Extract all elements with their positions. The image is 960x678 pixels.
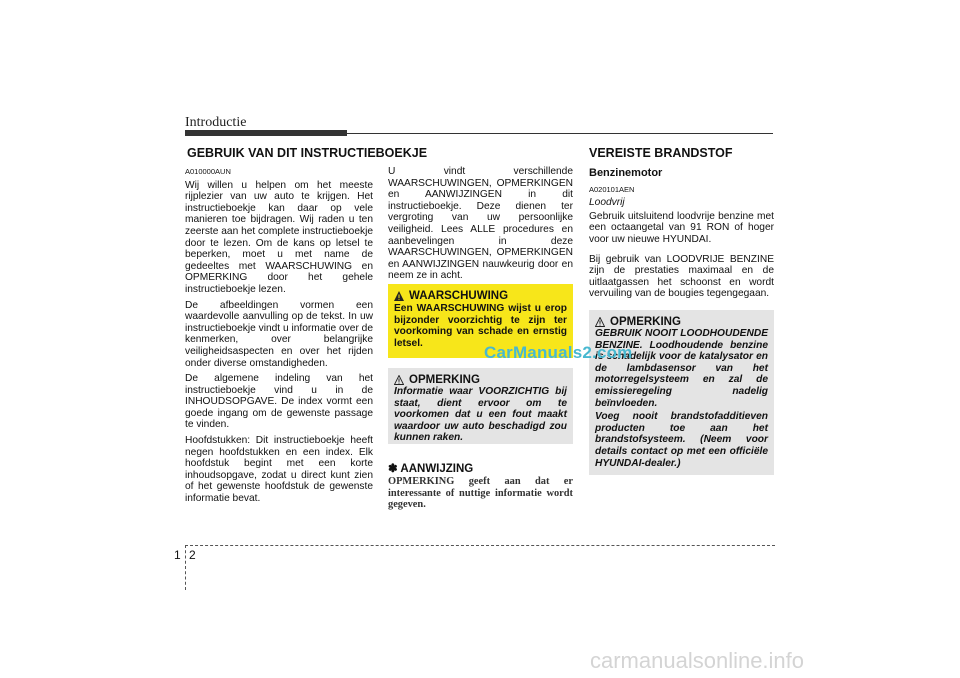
paragraph: U vindt verschillende WAARSCHUWINGEN, OPMERKINGEN en AANWIJZINGEN in dit instructieboekje. Deze dienen ter vergroting van uw persoonlijke veiligheid. Lees ALLE procedures en aanbevelingen in deze WAARSCHUWINGEN, OPMERKINGEN en AANWIJZINGEN nauwkeurig door en neem ze in acht. <box>388 166 573 282</box>
section-title-brandstof: VEREISTE BRANDSTOF <box>589 146 733 160</box>
section-code: A010000AUN <box>185 167 231 176</box>
section-code: A020101AEN <box>589 184 635 194</box>
paragraph: Wij willen u helpen om het meeste rijplezier van uw auto te krijgen. Het instructieboekje kan daar op vele manieren toe bijdragen. Wij raden u ten zeerste aan het complete instructieboekje door te lezen. Om de kans op letsel te beperken, moet u met name de gedeeltes met WAARSCHUWING en OPMERKING door het gehele instructieboekje lezen. <box>185 179 374 295</box>
caution-icon <box>595 317 605 327</box>
notice-box <box>388 368 573 444</box>
paragraph: Gebruik uitsluitend loodvrije benzine met een octaangetal van 91 RON of hoger voor uw nieuwe HYUNDAI. <box>589 210 774 245</box>
footer-rule <box>185 545 775 546</box>
warning-header <box>394 290 567 302</box>
paragraph: De afbeeldingen vormen een waardevolle aanvulling op de tekst. In uw instructieboekje vindt u informatie over de kenmerken, over belangrijke veiligheidsaspecten en over het rijden onder diverse omstandigheden. <box>185 299 374 369</box>
right-column <box>589 166 774 304</box>
notice-text: Voeg nooit brandstofadditieven producten toe aan het brandstofsysteem. (Neem voor details contact op met een officiële HYUNDAI-dealer.) <box>595 411 768 469</box>
paragraph: Hoofdstukken: Dit instructieboekje heeft negen hoofdstukken en een index. Elk hoofdstuk begint met een korte inhoudsopgave, zodat u direct kunt zien of het gewenste hoofdstuk de gewenste informatie bevat. <box>185 435 373 505</box>
fuel-notice-box <box>589 310 774 475</box>
middle-column <box>388 166 573 286</box>
notice-header <box>394 374 567 386</box>
notice-title: OPMERKING <box>409 374 480 386</box>
paragraph: Bij gebruik van LOODVRIJE BENZINE zijn de prestaties maximaal en de uitlaatgassen het schoonst en wordt vervuiling van de bougies tegengegaan. <box>589 253 774 300</box>
notice-text: Informatie waar VOORZICHTIG bij staat, dient ervoor om te voorkomen dat u een fout maakt waardoor uw auto beschadigd zou kunnen raken. <box>394 386 567 444</box>
notice-title: OPMERKING <box>610 316 681 328</box>
warning-title: WAARSCHUWING <box>409 290 509 302</box>
notice-header <box>595 316 768 328</box>
hint-text: OPMERKING geeft aan dat er interessante of nuttige informatie wordt gegeven. <box>388 476 573 511</box>
notice-text: GEBRUIK NOOIT LOODHOUDENDE BENZINE. Loodhoudende benzine is schadelijk voor de katalysator en de lambdasensor van het motorregelsysteem en zal de emissieregeling nadelig beïnvloeden. <box>595 328 768 409</box>
footer-divider <box>185 545 186 590</box>
page-number: 2 <box>189 548 196 562</box>
italic-label: Loodvrij <box>589 197 625 209</box>
header-rule <box>185 133 773 134</box>
warning-icon <box>394 291 404 301</box>
page-header-title: Introductie <box>185 115 247 130</box>
warning-text: Een WAARSCHUWING wijst u erop bijzonder voorzichtig te zijn ter voorkoming van schade en ernstig letsel. <box>394 303 567 349</box>
left-column <box>185 166 373 509</box>
subtitle: Benzinemotor <box>589 167 663 179</box>
paragraph: De algemene indeling van het instructieboekje vind u in de INHOUDSOPGAVE. De index vormt een goede ingang om de gewenste passage te vinden. <box>185 373 373 431</box>
site-watermark: carmanualsonline.info <box>590 648 805 673</box>
section-title-gebruik: GEBRUIK VAN DIT INSTRUCTIEBOEKJE <box>187 146 428 160</box>
hint-title: ✽ AANWIJZING <box>388 463 474 475</box>
watermark: CarManuals2.com <box>484 343 633 362</box>
chapter-number: 1 <box>174 548 181 562</box>
caution-icon <box>394 375 404 385</box>
